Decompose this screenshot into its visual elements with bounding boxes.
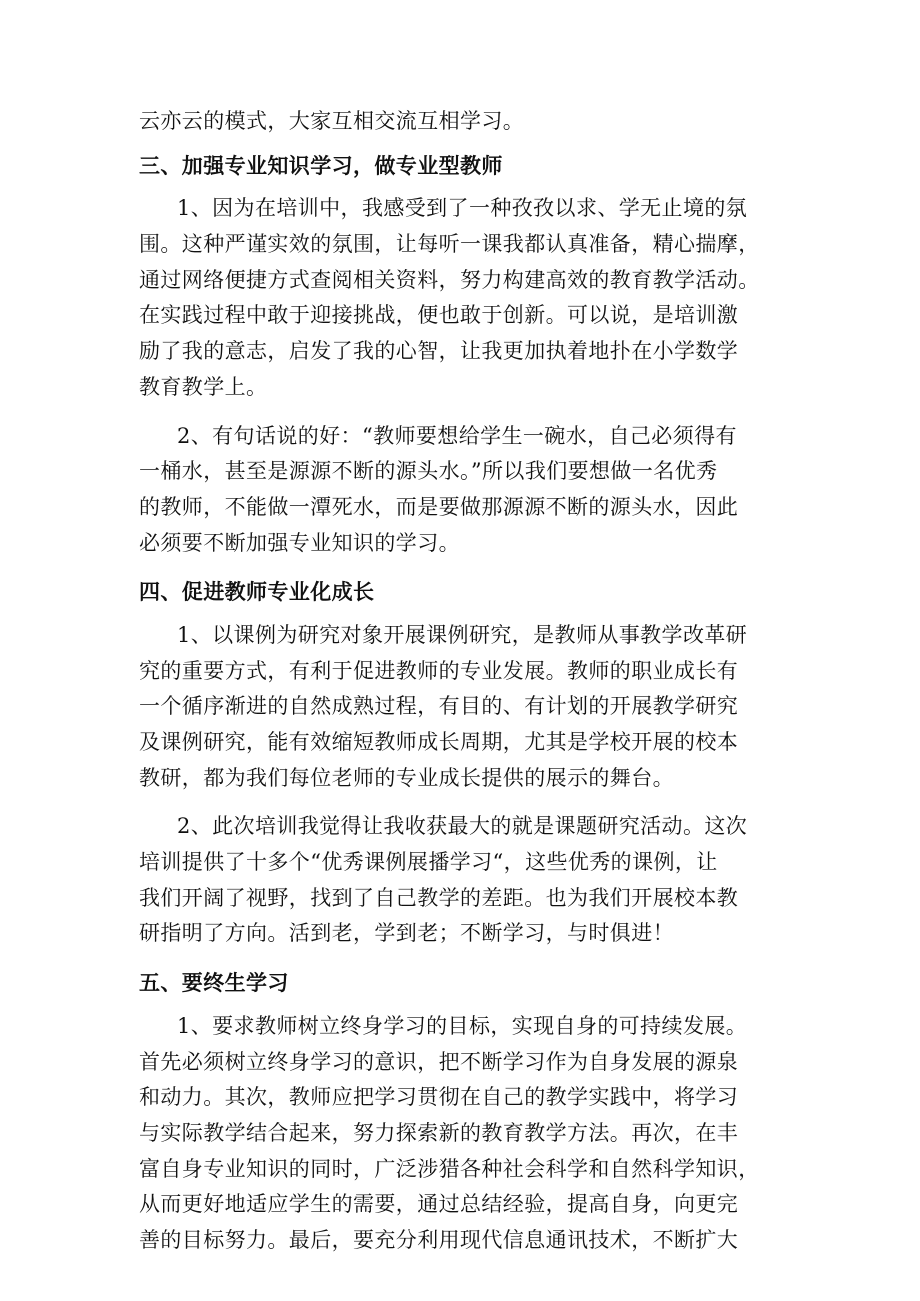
paragraph-line: 富自身专业知识的同时，广泛涉猎各种社会科学和自然科学知识，	[139, 1156, 760, 1181]
paragraph-line: 及课例研究，能有效缩短教师成长周期，尤其是学校开展的校本	[139, 730, 739, 754]
opening-line: 云亦云的模式，大家互相交流互相学习。	[139, 109, 525, 133]
paragraph-line: 2、有句话说的好：“教师要想给学生一碗水，自己必须得有	[177, 423, 737, 448]
paragraph-line: 研指明了方向。活到老，学到老；不断学习，与时俱进！	[139, 921, 674, 946]
paragraph-line: 1、要求教师树立终身学习的目标，实现自身的可持续发展。	[177, 1013, 748, 1038]
paragraph-line: 1、以课例为研究对象开展课例研究，是教师从事教学改革研	[177, 622, 748, 647]
paragraph-line: 励了我的意志，启发了我的心智，让我更加执着地扑在小学数学	[139, 339, 739, 364]
document-page	[139, 104, 799, 1259]
paragraph-line: 教育教学上。	[139, 374, 268, 399]
paragraph-line: 必须要不断加强专业知识的学习。	[139, 530, 460, 555]
paragraph-line: 一桶水，甚至是源源不断的源头水。”所以我们要想做一名优秀	[139, 459, 718, 484]
paragraph-line: 教研，都为我们每位老师的专业成长提供的展示的舞台。	[139, 765, 674, 790]
paragraph-line: 善的目标努力。最后，要充分利用现代信息通讯技术，不断扩大	[139, 1227, 739, 1252]
section-heading-3: 三、加强专业知识学习，做专业型教师	[139, 152, 503, 178]
paragraph-line: 首先必须树立终身学习的意识，把不断学习作为自身发展的源泉	[139, 1049, 739, 1074]
paragraph-line: 和动力。其次，教师应把学习贯彻在自己的教学实践中，将学习	[139, 1085, 739, 1110]
paragraph-line: 究的重要方式，有利于促进教师的专业发展。教师的职业成长有	[139, 658, 739, 683]
paragraph-line: 1、因为在培训中，我感受到了一种孜孜以求、学无止境的氛	[177, 196, 748, 221]
paragraph-line: 从而更好地适应学生的需要，通过总结经验，提高自身，向更完	[139, 1192, 739, 1217]
paragraph-4-1	[139, 618, 799, 796]
paragraph-line: 在实践过程中敢于迎接挑战，便也敢于创新。可以说，是培训激	[139, 303, 739, 328]
paragraph-3-2	[139, 419, 799, 562]
paragraph-line: 培训提供了十多个“优秀课例展播学习“，这些优秀的课例，让	[139, 850, 718, 875]
paragraph-line: 与实际教学结合起来，努力探索新的教育教学方法。再次，在丰	[139, 1120, 739, 1145]
section-heading-5: 五、要终生学习	[139, 970, 289, 996]
paragraph-line: 我们开阔了视野，找到了自己教学的差距。也为我们开展校本教	[139, 885, 739, 910]
paragraph-5-1	[139, 1009, 799, 1259]
paragraph-3-1	[139, 191, 799, 405]
paragraph-line: 围。这种严谨实效的氛围，让每听一课我都认真准备，精心揣摩，	[139, 232, 760, 257]
paragraph-line: 的教师，不能做一潭死水，而是要做那源源不断的源头水，因此	[139, 494, 739, 519]
paragraph-line: 一个循序渐进的自然成熟过程，有目的、有计划的开展教学研究	[139, 694, 739, 719]
paragraph-line: 2、此次培训我觉得让我收获最大的就是课题研究活动。这次	[177, 814, 748, 839]
section-heading-4: 四、促进教师专业化成长	[139, 579, 375, 605]
paragraph-line: 通过网络便捷方式查阅相关资料，努力构建高效的教育教学活动。	[139, 267, 760, 292]
paragraph-4-2	[139, 809, 799, 952]
